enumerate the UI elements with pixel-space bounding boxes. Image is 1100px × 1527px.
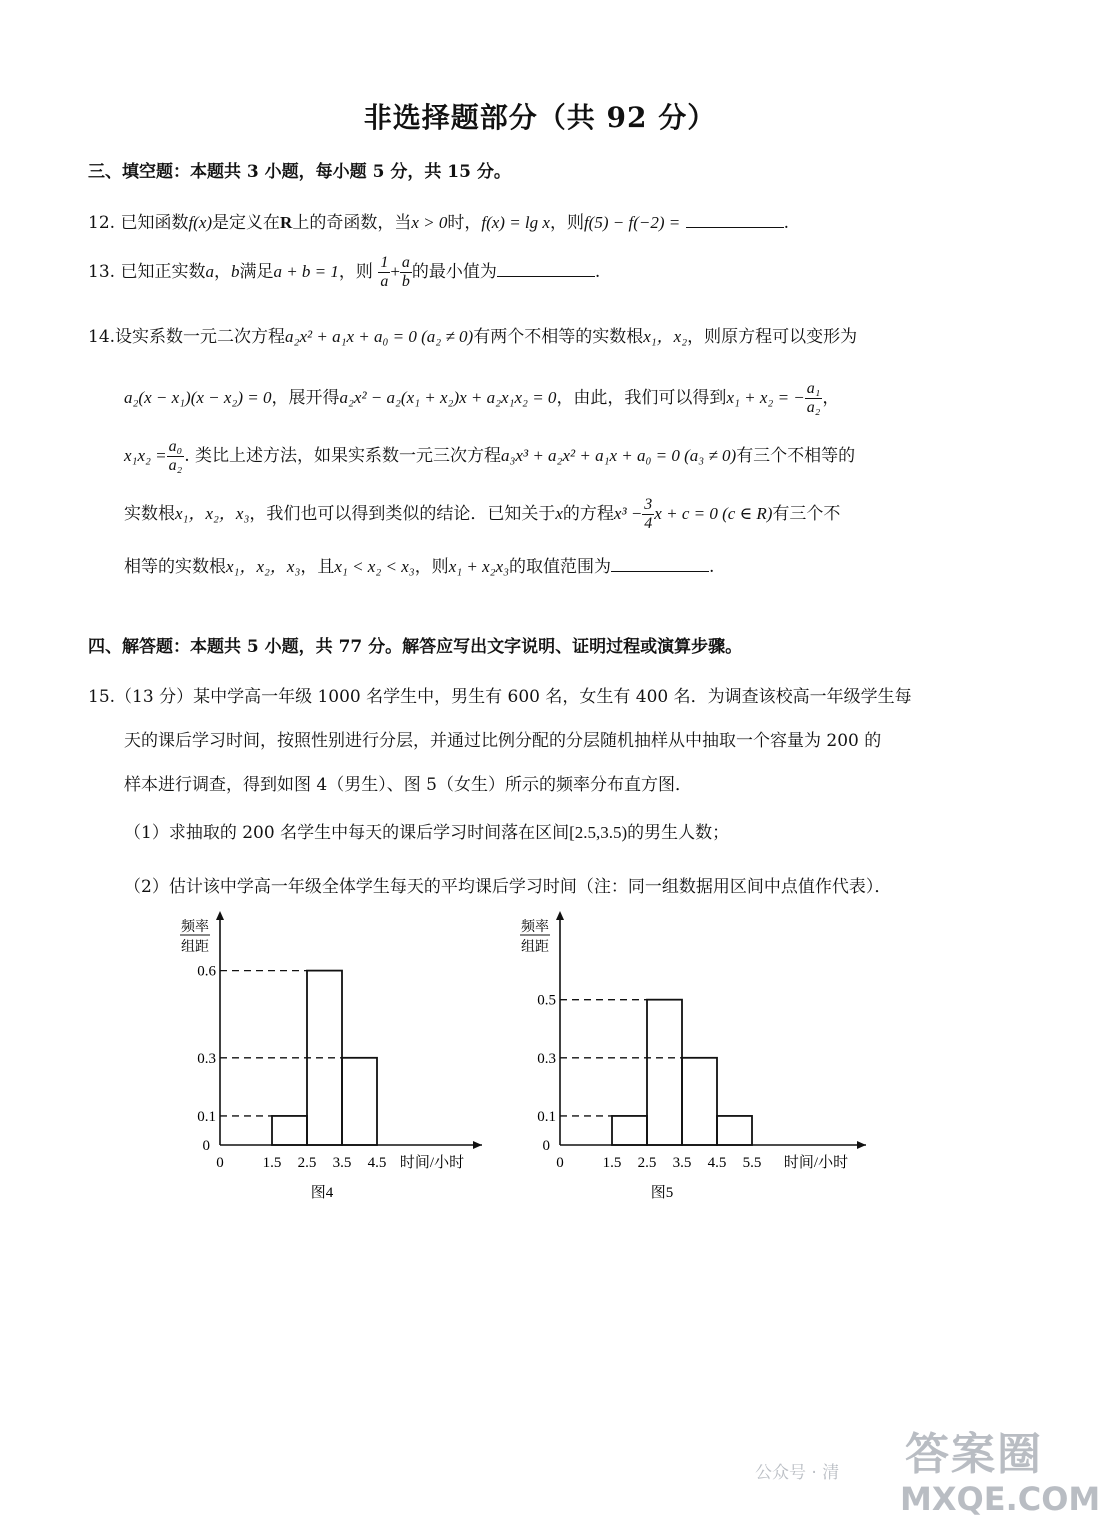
q12-number: 12. [88, 213, 116, 233]
q13-text: 满足 [239, 262, 274, 282]
q14-text: 有三个不相等的 [736, 446, 856, 466]
q12-end: . [783, 213, 790, 233]
q14-text: 的方程 [562, 504, 614, 524]
q15-line-1: 15.（13 分）某中学高一年级 1000 名学生中，男生有 600 名，女生有 400 名．为调查该校高一年级学生每 [88, 687, 912, 707]
q13-number: 13. [88, 262, 116, 282]
y-tick-label: 0.5 [537, 992, 556, 1009]
section4-heading: 四、解答题：本题共 5 小题，共 77 分。解答应写出文字说明、证明过程或演算步骤。 [88, 637, 743, 657]
histogram-bar [307, 971, 342, 1145]
q13-f1-den: a [380, 273, 389, 290]
section3-heading: 三、填空题：本题共 3 小题，每小题 5 分，共 15 分。 [88, 162, 511, 182]
q13-cond: a + b = 1 [273, 262, 339, 281]
q14-text: . 类比上述方法，如果实系数一元三次方程 [184, 446, 502, 466]
q14-text: ，则 [414, 557, 449, 577]
q14-eq: a₂x² + a₁x + a₀ = 0 (a₂ ≠ 0) [285, 327, 474, 346]
q12-eq: f(x) = lg x [481, 213, 550, 232]
q13-fraction-1 [378, 254, 390, 291]
histogram-bar [682, 1058, 717, 1145]
watermark-text: 公众号 · 清 [755, 1463, 840, 1483]
q14-number: 14. [88, 327, 116, 347]
q12-cond: x > 0 [411, 213, 448, 232]
y-zero-label: 0 [202, 1138, 210, 1154]
q14-expr: x₁ + x₂x₃ [448, 557, 510, 576]
q14-roots: x₁，x₂ [643, 327, 688, 346]
q14-text: 实数根 [124, 504, 175, 524]
q14-frac-den: a₂ [806, 399, 821, 416]
q14-fraction [167, 438, 185, 475]
q14-fraction [642, 496, 654, 533]
question-14-line-3 [124, 438, 855, 475]
q14-text: ，我们也可以得到类似的结论．已知关于 [249, 504, 556, 524]
q14-fraction [805, 380, 823, 417]
x-tick-label: 4.5 [707, 1155, 727, 1171]
q14-frac-num: a₀ [168, 438, 183, 455]
q15-part-2: （2）估计该中学高一年级全体学生每天的平均课后学习时间（注：同一组数据用区间中点值作代表）． [124, 877, 892, 897]
q14-eq: x³ − [613, 504, 643, 523]
q15-part-1 [124, 818, 729, 843]
q13-text: 的最小值为 [411, 262, 497, 282]
question-13 [88, 254, 600, 291]
q13-text: 已知正实数 [120, 262, 206, 282]
figure-caption: 图5 [650, 1185, 674, 1201]
q14-eq: x₁ + x₂ = − [726, 388, 805, 407]
q14-eq: x₁x₂ = [124, 446, 167, 465]
question-14-line-2 [124, 380, 839, 417]
q14-eq: a₂x² − a₂(x₁ + x₂)x + a₂x₁x₂ = 0 [339, 388, 557, 407]
q13-b: b [230, 262, 240, 281]
histogram-bar [612, 1116, 647, 1145]
q13-end: . [594, 262, 601, 282]
histogram-bar [272, 1116, 307, 1145]
y-zero-label: 0 [542, 1138, 550, 1154]
q12-text: 时， [447, 213, 482, 233]
q12-fx: f(x) [188, 213, 213, 232]
q12-R: R [280, 213, 293, 232]
q14-eq: a₂(x − x₁)(x − x₂) = 0 [124, 388, 272, 407]
y-axis-arrow-icon [216, 911, 224, 920]
x-tick-label: 3.5 [672, 1155, 692, 1171]
q14-roots: x₁，x₂，x₃ [226, 557, 301, 576]
y-label-bottom: 组距 [181, 940, 209, 955]
origin-label: 0 [556, 1155, 564, 1171]
q14-frac-den: 4 [644, 515, 653, 532]
q14-text: ，由此，我们可以得到 [556, 388, 727, 408]
y-label-top: 频率 [181, 920, 209, 935]
answer-blank[interactable] [497, 275, 595, 277]
figure-caption: 图4 [310, 1185, 334, 1201]
q15-text: （1）求抽取的 200 名学生中每天的课后学习时间落在区间 [124, 823, 570, 843]
q13-plus: + [390, 262, 400, 281]
q15-line-3: 样本进行调查，得到如图 4（男生）、图 5（女生）所示的频率分布直方图． [124, 775, 692, 795]
q14-text: ，展开得 [271, 388, 340, 408]
answer-blank[interactable] [611, 570, 709, 572]
q13-fraction-2 [400, 254, 412, 291]
q14-frac-den: a₂ [168, 457, 183, 474]
x-tick-label: 1.5 [602, 1155, 622, 1171]
watermark-logo: 答案圈 [905, 1429, 1043, 1480]
q12-text: ，则 [549, 213, 584, 233]
question-14-line-4 [124, 496, 840, 533]
q15-line-2: 天的课后学习时间，按照性别进行分层，并通过比例分配的分层随机抽样从中抽取一个容量为 200 的 [124, 731, 882, 751]
q14-frac-num: a₁ [806, 380, 821, 397]
q13-f1-num: 1 [380, 254, 389, 271]
x-axis-label: 时间/小时 [783, 1155, 849, 1171]
histogram-bar [342, 1058, 377, 1145]
q14-ineq: x₁ < x₂ < x₃ [334, 557, 415, 576]
histogram-fig4 [160, 905, 500, 1210]
q14-text: ， [822, 388, 840, 408]
q14-text: 有两个不相等的实数根 [473, 327, 644, 347]
q14-text: 相等的实数根 [124, 557, 226, 577]
q12-text: 是定义在 [212, 213, 281, 233]
x-tick-label: 2.5 [637, 1155, 657, 1171]
q12-expr: f(5) − f(−2) = [583, 213, 681, 232]
q15-interval: [2.5,3.5) [569, 823, 628, 842]
y-axis-arrow-icon [556, 911, 564, 920]
q15-text: 的男生人数； [627, 823, 730, 843]
q14-end: . [709, 557, 715, 577]
origin-label: 0 [216, 1155, 224, 1171]
q14-text: ，且 [300, 557, 335, 577]
x-tick-label: 4.5 [367, 1155, 387, 1171]
y-tick-label: 0.6 [197, 963, 216, 980]
watermark-site: MXQE.COM [900, 1480, 1100, 1518]
x-tick-label: 3.5 [332, 1155, 352, 1171]
q13-f2-num: a [401, 254, 410, 271]
question-12 [88, 208, 789, 233]
q14-var: x [555, 504, 563, 523]
y-label-bottom: 组距 [521, 940, 549, 955]
x-tick-label: 1.5 [262, 1155, 282, 1171]
q14-eq: a₃x³ + a₂x² + a₁x + a₀ = 0 (a₃ ≠ 0) [501, 446, 737, 465]
q13-comma: ， [213, 262, 231, 282]
page-title: 非选择题部分（共 92 分） [363, 101, 717, 134]
q13-text: ，则 [338, 262, 373, 282]
q14-text: ，则原方程可以变形为 [687, 327, 858, 347]
q14-roots: x₁，x₂，x₃ [175, 504, 250, 523]
histogram-bar [717, 1116, 752, 1145]
q14-text: 有三个不 [772, 504, 841, 524]
question-14-line-5 [124, 552, 714, 577]
x-tick-label: 5.5 [742, 1155, 762, 1171]
q12-text: 已知函数 [120, 213, 189, 233]
question-14-line-1 [88, 322, 857, 347]
y-tick-label: 0.3 [197, 1050, 216, 1067]
y-tick-label: 0.1 [537, 1108, 556, 1125]
q14-text: 设实系数一元二次方程 [115, 327, 286, 347]
x-axis-label: 时间/小时 [399, 1155, 465, 1171]
x-axis-arrow-icon [857, 1141, 866, 1149]
q14-frac-num: 3 [644, 496, 653, 513]
q13-a: a [205, 262, 214, 281]
x-tick-label: 2.5 [297, 1155, 317, 1171]
histogram-fig5 [500, 905, 880, 1210]
histogram-bar [647, 1000, 682, 1145]
y-tick-label: 0.1 [197, 1108, 216, 1125]
y-label-top: 频率 [521, 920, 549, 935]
q12-text: 上的奇函数，当 [292, 213, 412, 233]
answer-blank[interactable] [686, 226, 784, 228]
q14-text: 的取值范围为 [509, 557, 612, 577]
y-tick-label: 0.3 [537, 1050, 556, 1067]
x-axis-arrow-icon [473, 1141, 482, 1149]
q14-eq: x + c = 0 (c ∈ R) [654, 504, 773, 523]
q13-f2-den: b [401, 273, 410, 290]
